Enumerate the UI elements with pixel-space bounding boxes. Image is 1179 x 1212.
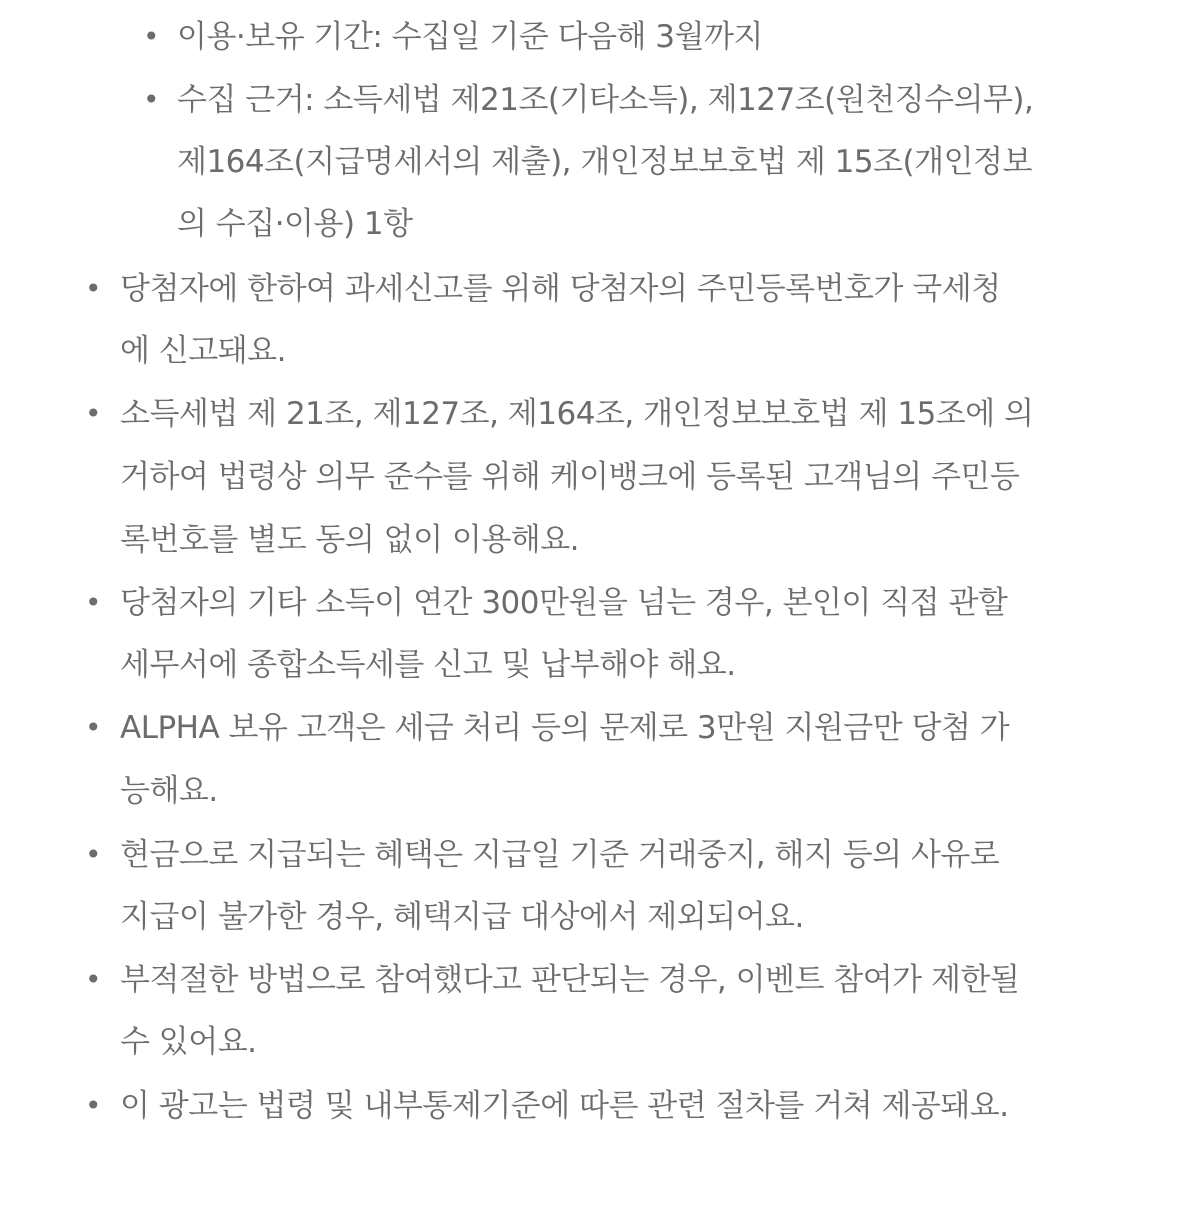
list-item-line: 수 있어요. — [120, 1024, 257, 1060]
bullet-icon: • — [85, 963, 102, 996]
bullet-icon: • — [143, 20, 160, 53]
bullet-icon: • — [85, 586, 102, 619]
list-item-line: 능해요. — [120, 773, 218, 809]
list-item-line: 세무서에 종합소득세를 신고 및 납부해야 해요. — [120, 647, 736, 683]
list-item-line: 제164조(지급명세서의 제출), 개인정보보호법 제 15조(개인정보 — [177, 144, 1032, 180]
list-item-line: 록번호를 별도 동의 없이 이용해요. — [120, 522, 580, 558]
bullet-icon: • — [85, 838, 102, 871]
bullet-icon: • — [143, 83, 160, 116]
list-item-line: 거하여 법령상 의무 준수를 위해 케이뱅크에 등록된 고객님의 주민등 — [120, 459, 1020, 495]
list-item-line: 소득세법 제 21조, 제127조, 제164조, 개인정보보호법 제 15조에 의 — [120, 396, 1034, 432]
list-item-line: 이용·보유 기간: 수집일 기준 다음해 3월까지 — [177, 19, 763, 55]
list-item-line: 부적절한 방법으로 참여했다고 판단되는 경우, 이벤트 참여가 제한될 — [120, 962, 1020, 998]
list-item-line: 에 신고돼요. — [120, 333, 286, 369]
bullet-icon: • — [85, 272, 102, 305]
bullet-icon: • — [85, 1089, 102, 1122]
list-item-line: 당첨자의 기타 소득이 연간 300만원을 넘는 경우, 본인이 직접 관할 — [120, 585, 1008, 621]
list-item-line: 수집 근거: 소득세법 제21조(기타소득), 제127조(원천징수의무), — [177, 82, 1034, 118]
list-item-line: ALPHA 보유 고객은 세금 처리 등의 문제로 3만원 지원금만 당첨 가 — [120, 710, 1010, 746]
list-item-line: 지급이 불가한 경우, 혜택지급 대상에서 제외되어요. — [120, 899, 804, 935]
list-item-line: 이 광고는 법령 및 내부통제기준에 따른 관련 절차를 거쳐 제공돼요. — [120, 1088, 1009, 1124]
list-item-line: 당첨자에 한하여 과세신고를 위해 당첨자의 주민등록번호가 국세청 — [120, 271, 1001, 307]
list-item-line: 의 수집·이용) 1항 — [177, 206, 413, 242]
bullet-icon: • — [85, 711, 102, 744]
list-item-line: 현금으로 지급되는 혜택은 지급일 기준 거래중지, 해지 등의 사유로 — [120, 837, 1000, 873]
bullet-icon: • — [85, 397, 102, 430]
